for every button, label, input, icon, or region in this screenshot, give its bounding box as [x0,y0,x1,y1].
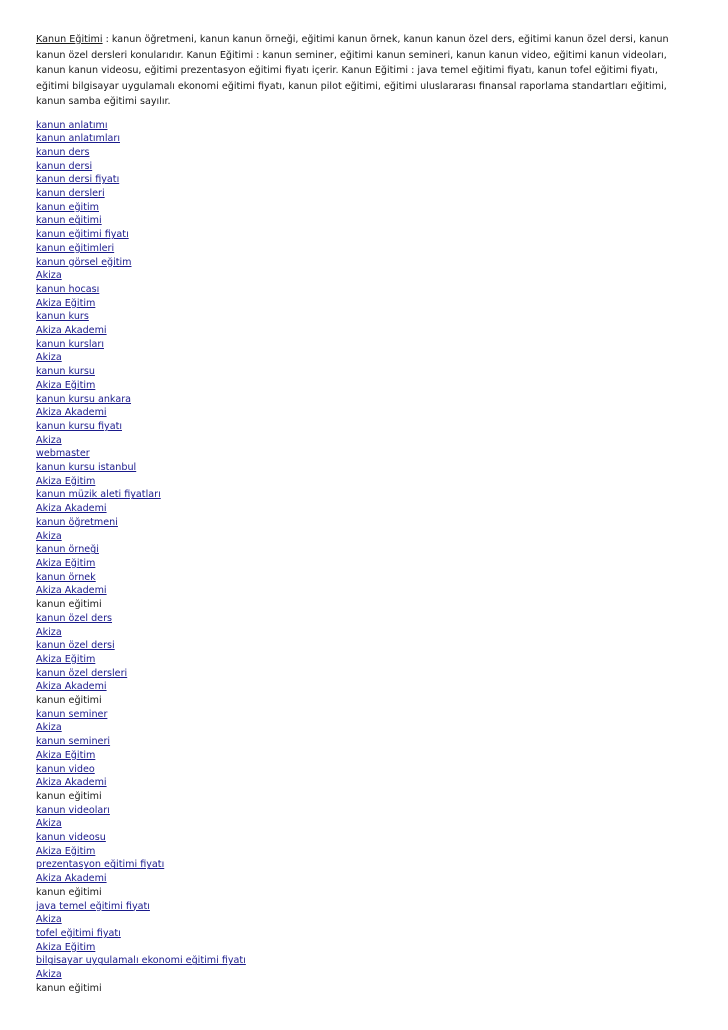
list-item [36,680,692,694]
keyword-link[interactable]: Akiza [36,626,62,638]
keyword-link[interactable]: kanun kursu ankara [36,393,132,405]
list-item [36,242,692,256]
list-item [36,900,692,914]
keyword-text: kanun eğitimi [36,790,102,802]
keyword-link[interactable]: kanun özel dersi [36,640,115,652]
keyword-text: kanun eğitimi [36,886,102,898]
keyword-link[interactable]: kanun dersi [36,160,93,172]
list-item [36,886,692,900]
keyword-link[interactable]: Akiza [36,818,62,830]
list-item [36,256,692,270]
list-item [36,612,692,626]
keyword-link[interactable]: Akiza Akademi [36,407,107,419]
list-item [36,735,692,749]
keyword-text: kanun eğitimi [36,599,102,611]
intro-paragraph [36,32,692,110]
list-item [36,351,692,365]
keyword-link[interactable]: Akiza [36,722,62,734]
keyword-link[interactable]: kanun eğitimleri [36,242,115,254]
keyword-link[interactable]: kanun kursu fiyatı [36,420,122,432]
list-item [36,667,692,681]
list-item [36,488,692,502]
list-item [36,694,692,708]
list-item [36,324,692,338]
keyword-link[interactable]: Akiza Akademi [36,873,107,885]
keyword-link[interactable]: kanun videosu [36,832,106,844]
keyword-link[interactable]: Akiza Akademi [36,325,107,337]
keyword-link[interactable]: Akiza [36,434,62,446]
keyword-link[interactable]: bilgisayar uygulamalı ekonomi eğitimi fiyatı [36,955,246,967]
list-item [36,776,692,790]
list-item [36,379,692,393]
list-item [36,434,692,448]
list-item [36,119,692,133]
keyword-link[interactable]: Akiza Eğitim [36,653,96,665]
keyword-link[interactable]: kanun eğitim [36,201,99,213]
list-item [36,817,692,831]
list-item [36,790,692,804]
keyword-link[interactable]: kanun kursları [36,338,104,350]
keyword-link[interactable]: kanun hocası [36,283,100,295]
list-item [36,598,692,612]
keyword-link-list [36,119,692,996]
keyword-link[interactable]: kanun ders [36,146,90,158]
keyword-link[interactable]: Akiza Akademi [36,585,107,597]
keyword-link[interactable]: Akiza [36,352,62,364]
list-item [36,297,692,311]
list-item [36,530,692,544]
list-item [36,543,692,557]
keyword-link[interactable]: kanun örnek [36,571,96,583]
list-item [36,653,692,667]
keyword-link[interactable]: Akiza Eğitim [36,558,96,569]
list-item [36,393,692,407]
keyword-link[interactable]: Akiza Eğitim [36,749,96,761]
keyword-link[interactable]: Akiza [36,969,62,981]
keyword-link[interactable]: kanun video [36,763,95,775]
keyword-link[interactable]: tofel eğitimi fiyatı [36,927,121,939]
list-item [36,639,692,653]
list-item [36,557,692,571]
list-item [36,146,692,160]
keyword-link[interactable]: kanun kurs [36,311,89,323]
list-item [36,804,692,818]
keyword-text: kanun eğitimi [36,982,102,994]
list-item [36,954,692,968]
list-item [36,913,692,927]
keyword-link[interactable]: kanun görsel eğitim [36,256,132,268]
list-item [36,763,692,777]
list-item [36,160,692,174]
keyword-link[interactable]: Akiza [36,914,62,926]
list-item [36,941,692,955]
list-item [36,461,692,475]
keyword-link[interactable]: Akiza Eğitim [36,475,96,487]
list-item [36,406,692,420]
list-item [36,228,692,242]
keyword-link[interactable]: kanun dersi fiyatı [36,174,120,186]
keyword-link[interactable]: kanun anlatımı [36,119,108,131]
list-item [36,845,692,859]
list-item [36,708,692,722]
keyword-link[interactable]: kanun özel ders [36,612,113,624]
list-item [36,831,692,845]
list-item [36,749,692,763]
keyword-link[interactable]: kanun videoları [36,804,110,816]
list-item [36,858,692,872]
keyword-link[interactable]: Akiza Akademi [36,503,107,515]
keyword-link[interactable]: kanun kursu istanbul [36,462,137,474]
list-item [36,584,692,598]
list-item [36,475,692,489]
list-item [36,872,692,886]
list-item [36,310,692,324]
list-item [36,516,692,530]
list-item [36,173,692,187]
list-item [36,447,692,461]
keyword-link[interactable]: Akiza Akademi [36,681,107,693]
list-item [36,502,692,516]
keyword-link[interactable]: Akiza [36,530,62,542]
intro-title-link[interactable]: Kanun Eğitimi [36,34,103,45]
keyword-link[interactable]: kanun anlatımları [36,133,120,145]
keyword-link[interactable]: kanun dersleri [36,188,105,200]
list-item [36,132,692,146]
keyword-link[interactable]: kanun müzik aleti fiyatları [36,489,161,501]
keyword-link[interactable]: kanun kursu [36,366,95,378]
keyword-link[interactable]: kanun eğitimi fiyatı [36,229,129,241]
keyword-text: kanun eğitimi [36,695,102,707]
list-item [36,338,692,352]
list-item [36,927,692,941]
keyword-link[interactable]: kanun seminer [36,708,108,720]
keyword-link[interactable]: java temel eğitimi fiyatı [36,900,150,912]
list-item [36,269,692,283]
keyword-link[interactable]: Akiza [36,270,62,282]
keyword-link[interactable]: kanun semineri [36,736,111,748]
list-item [36,982,692,996]
list-item [36,968,692,982]
list-item [36,283,692,297]
keyword-link[interactable]: webmaster [36,448,90,460]
list-item [36,420,692,434]
keyword-link[interactable]: kanun örneği [36,544,99,556]
list-item [36,187,692,201]
list-item [36,214,692,228]
keyword-link[interactable]: Akiza Akademi [36,777,107,789]
keyword-link[interactable]: kanun öğretmeni [36,516,118,528]
list-item [36,201,692,215]
list-item [36,365,692,379]
keyword-link[interactable]: Akiza Eğitim [36,941,96,953]
keyword-link[interactable]: prezentasyon eğitimi fiyatı [36,859,165,871]
list-item [36,721,692,735]
keyword-link[interactable]: Akiza Eğitim [36,845,96,857]
keyword-link[interactable]: kanun özel dersleri [36,667,128,679]
keyword-link[interactable]: Akiza Eğitim [36,379,96,391]
intro-body-text: : kanun öğretmeni, kanun kanun örneği, eğitimi kanun örnek, kanun kanun özel ders, eğitimi kanun özel dersi, kanun kanun özel dersleri konularıdır. Kanun Eğitimi : kanun seminer, eğitimi kanun semineri, kanun kanun video, eğitimi kanun videoları, kanun kanun videosu, eğitimi prezentasyon eğitimi fiyatı içerir. Kanun Eğitimi : java temel eğitimi fiyatı, kanun tofel eğitimi fiyatı, eğitimi bilgisayar uygulamalı ekonomi eğitimi fiyatı, kanun pilot eğitimi, eğitimi uluslararası finansal raporlama standartları eğitimi, kanun samba eğitimi sayılır. [36,34,669,107]
list-item [36,571,692,585]
keyword-link[interactable]: kanun eğitimi [36,215,102,227]
list-item [36,626,692,640]
keyword-link[interactable]: Akiza Eğitim [36,297,96,309]
